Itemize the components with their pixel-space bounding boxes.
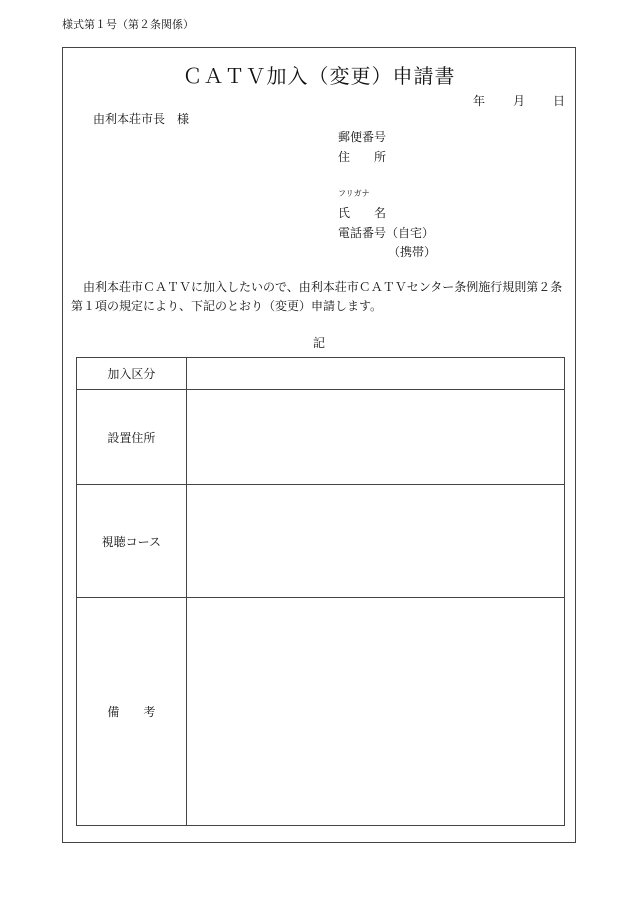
application-statement: 由利本荘市ＣＡＴＶに加入したいので、由利本荘市ＣＡＴＶセンター条例施行規則第２条第１項の規定により、下記のとおり（変更）申請します。 (71, 280, 563, 313)
table-row (77, 390, 565, 485)
ki-heading: 記 (312, 336, 325, 350)
day-label: 日 (552, 94, 565, 108)
table-row (77, 485, 565, 598)
form-reference: 様式第１号（第２条関係） (62, 18, 194, 31)
name-label: 氏 名 (338, 206, 387, 220)
form-title: ＣＡＴＶ加入（変更）申請書 (182, 64, 456, 88)
date-line (473, 92, 565, 109)
join-type-value[interactable] (186, 358, 564, 390)
viewing-course-label: 視聴コース (77, 485, 187, 598)
postal-code-label: 郵便番号 (338, 130, 387, 144)
phone-home-label: 電話番号（自宅） (338, 226, 435, 240)
application-details-table (76, 357, 565, 826)
remarks-label: 備 考 (77, 598, 187, 826)
installation-address-label: 設置住所 (77, 390, 187, 485)
address-label: 住 所 (338, 150, 387, 164)
viewing-course-value[interactable] (186, 485, 564, 598)
table-row (77, 358, 565, 390)
remarks-value[interactable] (186, 598, 564, 826)
month-label: 月 (512, 94, 525, 108)
phone-mobile-label: （携帯） (388, 245, 437, 259)
application-form-frame (62, 47, 576, 843)
installation-address-value[interactable] (186, 390, 564, 485)
year-label: 年 (472, 94, 485, 108)
join-type-label: 加入区分 (77, 358, 187, 390)
addressee: 由利本荘市長 様 (93, 112, 190, 126)
furigana-label: フリガナ (338, 189, 370, 198)
table-row (77, 598, 565, 826)
